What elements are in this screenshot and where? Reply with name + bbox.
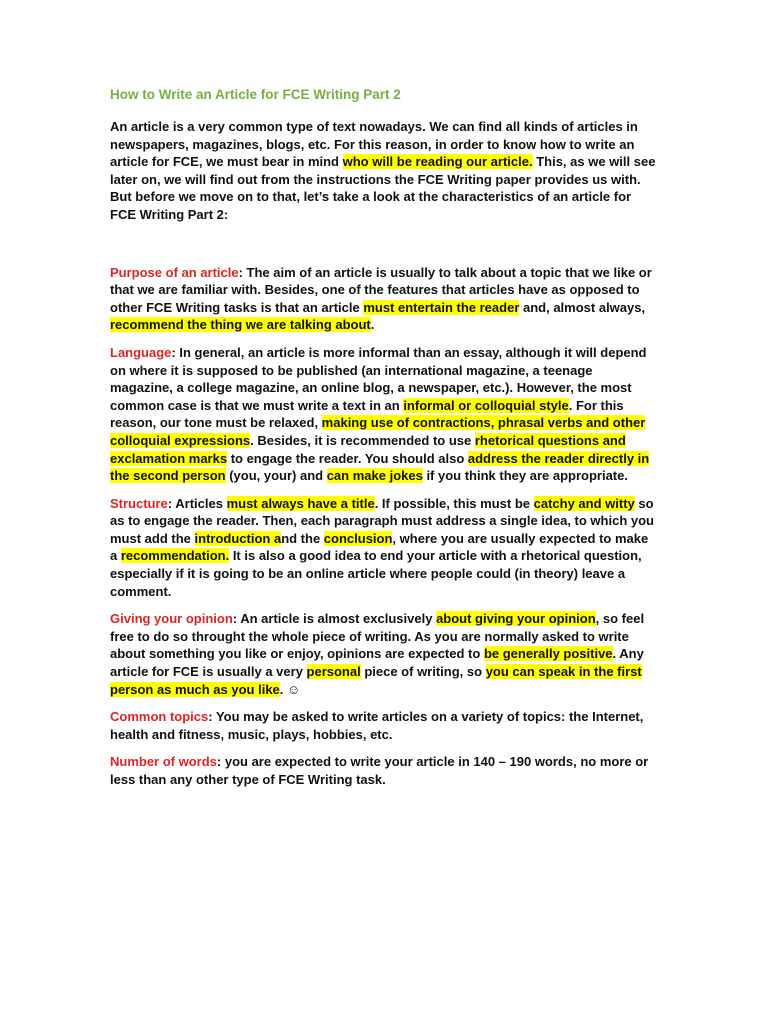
- highlighted-text: conclusion: [323, 530, 393, 546]
- paragraph-words: [110, 753, 658, 788]
- highlighted-text: recommendation.: [120, 548, 230, 564]
- body-text: : An article is almost exclusively: [232, 611, 437, 627]
- highlighted-text: about giving your opinion: [436, 611, 596, 627]
- body-text: : You may be asked to write articles on a variety of topics: the Internet, health and fitness, music, plays, hobbies, etc.: [110, 709, 644, 742]
- body-text: . Besides, it is recommended to use: [250, 432, 475, 448]
- paragraph-topics: [110, 708, 658, 743]
- body-text: piece of writing, so: [360, 664, 486, 680]
- paragraph-language: [110, 344, 658, 485]
- body-text: . For this reason, our tone must be relaxed,: [110, 397, 624, 431]
- highlighted-text: introduction a: [194, 530, 282, 546]
- paragraph-opinion: [110, 610, 658, 698]
- highlighted-text: informal or colloquial style: [403, 397, 569, 413]
- paragraph-intro: [110, 118, 658, 224]
- document-body: [110, 118, 658, 789]
- section-heading: Number of words: [110, 754, 217, 770]
- highlighted-text: must always have a title: [226, 495, 375, 511]
- body-text: to engage the reader. You should also: [227, 450, 468, 466]
- highlighted-text: making use of contractions, phrasal verbs and other colloquial expressions: [110, 415, 646, 448]
- body-text: and, almost always,: [519, 299, 646, 315]
- body-text: , so feel free to do so throught the whole piece of writing. As you are normally asked to write about something you like or enjoy, opinions are expected to: [110, 611, 645, 662]
- body-text: so as to engage the reader. Then, each paragraph must address a single idea, to which you must add the: [110, 495, 654, 546]
- body-text: This, as we will see later on, we will find out from the instructions the FCE Writing paper provides us with. But before we move on to that, let’s take a look at the characteristics of an article for FCE Writing Part 2:: [110, 154, 656, 222]
- paragraph-purpose: [110, 264, 658, 334]
- document-title: How to Write an Article for FCE Writing Part 2: [110, 87, 401, 102]
- body-text: , where you are usually expected to make a: [110, 530, 649, 564]
- body-text: .: [370, 317, 375, 333]
- body-text: : you are expected to write your article in 140 – 190 words, no more or less than any other type of FCE Writing task.: [110, 754, 649, 787]
- body-text: nd the: [281, 530, 324, 546]
- body-text: An article is a very common type of text nowadays. We can find all kinds of articles in newspapers, magazines, blogs, etc. For this reason, in order to know how to write an article for FCE, we must bear in mind: [110, 119, 638, 170]
- highlighted-text: catchy and witty: [533, 495, 635, 511]
- highlighted-text: be generally positive: [483, 646, 613, 662]
- body-text: . Any article for FCE is usually a very: [110, 646, 644, 680]
- body-text: : The aim of an article is usually to talk about a topic that we like or that we are familiar with. Besides, one of the features that articles have as opposed to other FCE Writing tasks is that an article: [110, 264, 652, 315]
- section-heading: Structure: [110, 495, 168, 511]
- body-text: : Articles: [167, 495, 227, 511]
- body-text: (you, your) and: [225, 468, 327, 484]
- body-text: . If possible, this must be: [374, 495, 534, 511]
- highlighted-text: you can speak in the first person as much as you like: [110, 664, 642, 697]
- body-text: . ☺: [279, 681, 301, 697]
- paragraph-structure: [110, 495, 658, 601]
- highlighted-text: who will be reading our article.: [342, 154, 533, 170]
- section-heading: Giving your opinion: [110, 611, 233, 627]
- highlighted-text: recommend the thing we are talking about: [110, 317, 371, 333]
- body-text: : In general, an article is more informal than an essay, although it will depend on where it is supposed to be published (an international magazine, a teenage magazine, a college magazine, an online blog, a newspaper, etc.). However, the most common case is that we must write a text in an: [110, 344, 647, 413]
- highlighted-text: rhetorical questions and exclamation marks: [110, 432, 626, 466]
- highlighted-text: address the reader directly in the second person: [110, 450, 650, 484]
- body-text: if you think they are appropriate.: [422, 468, 628, 484]
- highlighted-text: must entertain the reader: [363, 299, 520, 315]
- section-heading: Common topics: [110, 709, 209, 725]
- highlighted-text: personal: [306, 664, 361, 680]
- highlighted-text: can make jokes: [326, 468, 423, 484]
- section-heading: Purpose of an article: [110, 264, 239, 280]
- section-heading: Language: [110, 344, 172, 360]
- body-text: It is also a good idea to end your article with a rhetorical question, especially if it is going to be an online article where people could (in theory) leave a comment.: [110, 548, 642, 599]
